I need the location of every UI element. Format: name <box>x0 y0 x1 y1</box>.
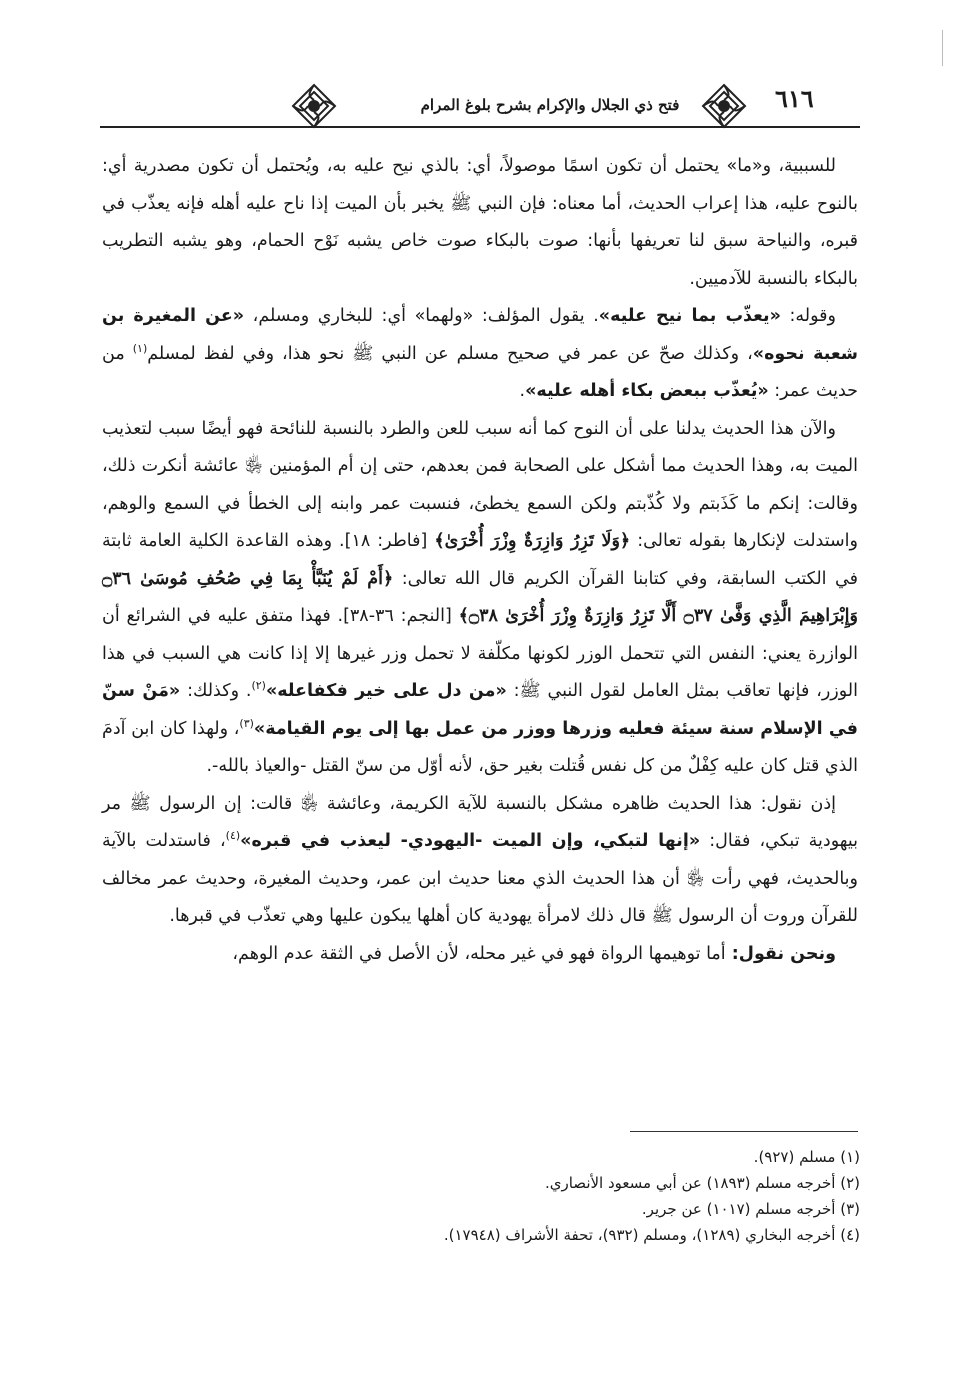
footnote-ref: (٤) <box>225 829 241 843</box>
paragraph <box>102 936 858 974</box>
text-run: أما توهيمها الرواة فهو في غير محله، لأن الأصل في الثقة عدم الوهم، <box>232 943 726 964</box>
text-run: . يقول المؤلف: «ولهما» أي: للبخاري ومسلم، <box>244 306 599 326</box>
footnote-ref: (١) <box>132 341 148 355</box>
header-rule <box>100 126 860 128</box>
text-run: إذن نقول: هذا الحديث ظاهره مشكل بالنسبة للآية الكريمة، وعائشة ﵂ قالت: إن الرسول ﷺ مر بيهودية تبكي، فقال: <box>102 793 858 851</box>
footnote-ref: (٣) <box>239 716 254 730</box>
crop-mark <box>942 30 944 66</box>
paragraph <box>102 148 858 298</box>
quran-verse: ﴿وَلَا تَزِرُ وَازِرَةٌ وِزْرَ أُخْرَىٰ﴾ <box>434 531 631 551</box>
text-run: والآن هذا الحديث يدلنا على أن النوح كما أنه سبب للعن والطرد بالنسبة للنائحة فهو أيضًا سبب لتعذيب الميت به، وهذا الحديث مما أشكل على الصحابة فمن بعدهم، حتى إن أم المؤمنين ﵂ عائشة أنكرت ذلك، وقالت: إنكم ما كَذَبتم ولا كُذّبتم ولكن السمع يخطئ، فنسبت عمر وابنه إلى الخطأ في السمع والوهم، واستدلت لإنكارها بقوله تعالى: <box>102 418 858 551</box>
paragraph <box>102 298 858 411</box>
text-run: [النجم: ٣٦-٣٨]. فهذا متفق عليه في الشرائع أن الوازرة يعني: النفس التي تتحمل الوزر لكونها مكلّفة لا تحمل وزر غيرها إلا إذا كانت هي السبب في هذا الوزر، فإنها تعاقب بمثل العامل لقول النبي ﷺ: <box>102 606 858 701</box>
hadith-quote: «مَنْ سنّ في الإسلام سنة سيئة فعليه وزرها ووزر من عمل بها إلى يوم القيامة» <box>102 681 858 739</box>
text-run: للسببية، و«ما» يحتمل أن تكون اسمًا موصولاً، أي: بالذي نيح عليه به، ويُحتمل أن تكون مصدرية أي: بالنوح عليه، هذا إعراب الحديث، أما معناه: فإن النبي ﷺ يخبر بأن الميت إذا ناح عليه أهله فإنه يعذّب في قبره، والنياحة سبق لنا تعريفها بأنها: صوت بالبكاء صوت خاص يشبه نَوْح الحمام، وهو يشبه التطريب بالبكاء بالنسبة للآدميين. <box>102 156 858 289</box>
text-run: . وكذلك: <box>180 681 252 701</box>
paragraph <box>102 786 858 936</box>
main-text <box>102 148 858 973</box>
hadith-quote: «يُعذّب ببعض بكاء أهله عليه» <box>525 381 769 401</box>
footnote: (٤) أخرجه البخاري (١٢٨٩)، ومسلم (٩٣٢)، تحفة الأشراف (١٧٩٤٨). <box>443 1226 860 1244</box>
page-number: ٦١٦ <box>775 84 814 113</box>
page-header <box>100 82 860 140</box>
hadith-quote: «إنها لتبكي، وإن الميت -اليهودي- ليعذب في قبره» <box>240 831 701 851</box>
paragraph <box>102 411 858 786</box>
footnote: (١) مسلم (٩٢٧). <box>753 1148 860 1166</box>
footnote: (٢) أخرجه مسلم (١٨٩٣) عن أبي مسعود الأنصاري. <box>544 1174 860 1192</box>
text-run: ، فاستدلت بالآية وبالحديث، فهي رأت ﵂ أن هذا الحديث الذي معنا حديث ابن عمر، وحديث المغيرة، وحديث عمر مخالف للقرآن وروت أن الرسول ﷺ قال ذلك لامرأة يهودية كان أهلها يبكون عليها وهي تعذّب في قبرها. <box>102 831 858 926</box>
text-run: ، ولهذا كان ابن آدمَ الذي قتل كان عليه كِفْلٌ من كل نفس قُتلت بغير حق، لأنه أوّل من سنّ القتل -والعياذ بالله-. <box>102 718 858 776</box>
ornament-icon <box>290 82 338 130</box>
quran-verse: ﴿أَمْ لَمْ يُنَبَّأْ بِمَا فِي صُحُفِ مُوسَىٰ ۝٣٦ وَإِبْرَاهِيمَ الَّذِي وَفَّىٰ ۝٣٧ أَلَّا تَزِرُ وَازِرَةٌ وِزْرَ أُخْرَىٰ ۝٣٨﴾ <box>102 568 858 626</box>
hadith-quote: «يعذّب بما نيح عليه» <box>598 306 781 326</box>
text-run: ، وكذلك صحّ عن عمر في صحيح مسلم عن النبي ﷺ نحو هذا، وفي لفظ لمسلم <box>147 343 753 364</box>
text-run: وقوله: <box>780 306 836 326</box>
text-run: من حديث عمر: <box>102 343 858 401</box>
hadith-quote: ونحن نقول: <box>725 943 836 964</box>
hadith-quote: «من دل على خير فكفاعله» <box>265 681 507 701</box>
footnote-ref: (٢) <box>251 679 266 693</box>
text-run: . <box>519 381 526 401</box>
running-title: فتح ذي الجلال والإكرام بشرح بلوغ المرام <box>420 96 680 114</box>
text-run: [فاطر: ١٨]. وهذه القاعدة الكلية العامة ثابتة في الكتب السابقة، وفي كتابنا القرآن الكريم قال الله تعالى: <box>102 531 858 589</box>
ornament-icon <box>700 82 748 130</box>
footnote-rule <box>630 1131 858 1132</box>
hadith-quote: «عن المغيرة بن شعبة نحوه» <box>102 306 858 364</box>
footnotes <box>300 1144 860 1248</box>
footnote: (٣) أخرجه مسلم (١٠١٧) عن جرير. <box>641 1200 860 1218</box>
